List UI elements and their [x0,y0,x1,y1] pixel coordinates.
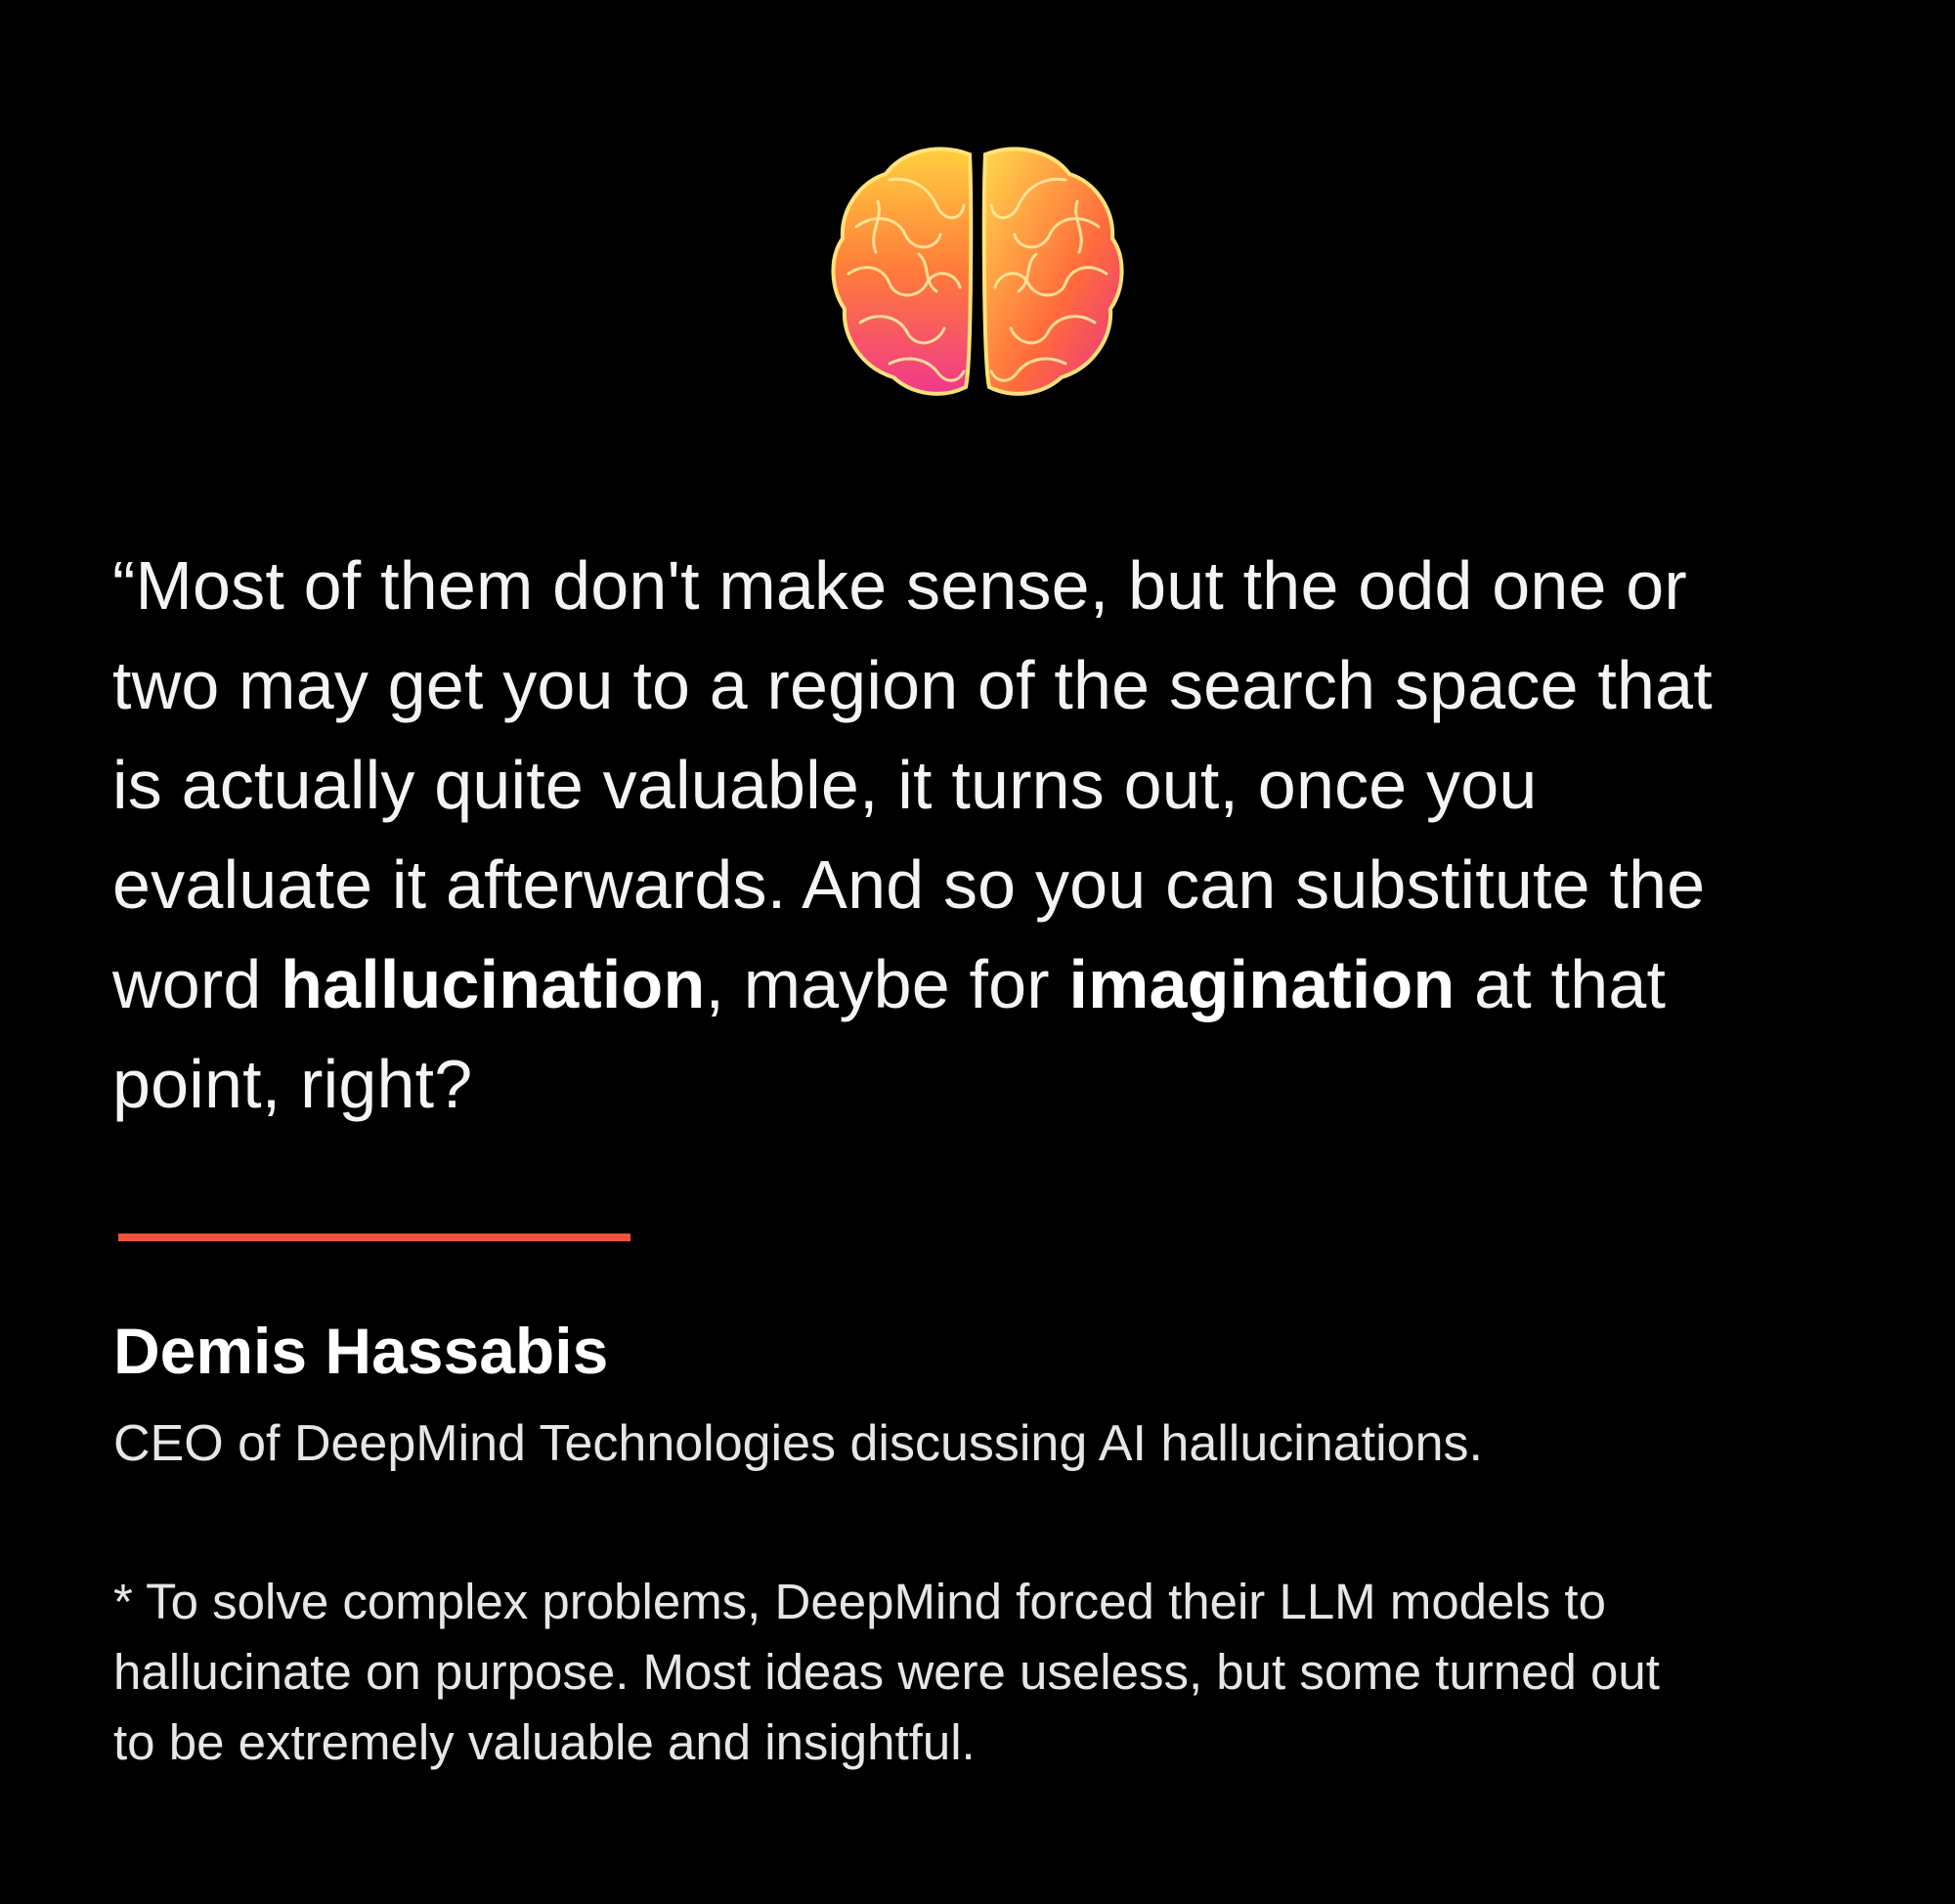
quote-line: point, right? [112,1046,473,1122]
accent-divider [118,1233,630,1241]
author-role: CEO of DeepMind Technologies discussing AI hallucinations. [113,1415,1483,1472]
quote-line: word hallucination, maybe for imagination at that [112,946,1667,1022]
footnote-line: hallucinate on purpose. Most ideas were useless, but some turned out [113,1644,1660,1700]
footnote-line: * To solve complex problems, DeepMind forced their LLM models to [113,1574,1606,1629]
quote-line: is actually quite valuable, it turns out, once you [112,747,1538,823]
brain-icon [821,137,1134,411]
footnote-line: to be extremely valuable and insightful. [113,1714,976,1770]
quote-line: two may get you to a region of the search space that [112,647,1713,723]
author-name: Demis Hassabis [113,1315,609,1387]
quote-line: evaluate it afterwards. And so you can substitute the [112,846,1706,923]
emphasis-hallucination: hallucination [281,946,706,1022]
quote-line: “Most of them don't make sense, but the odd one or [112,547,1687,624]
emphasis-imagination: imagination [1068,946,1455,1022]
footnote [113,1567,1892,1778]
quote-text [112,536,1852,1134]
